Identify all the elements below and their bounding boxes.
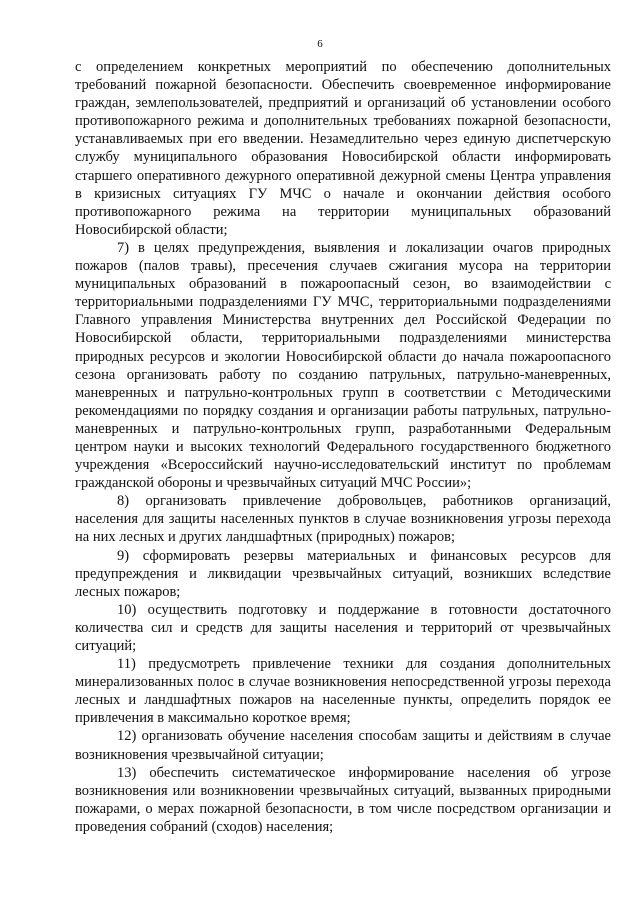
paragraph-continuation: с определением конкретных мероприятий по обеспечению дополнительных требований пожарной безопасности. Обеспечить своевременное информирование граждан, землепользователей, предприятий и организаций об установлении особого противопожарного режима и дополнительных требованиях пожарной безопасности, устанавливаемых при его введении. Незамедлительно через единую диспетчерскую службу муниципального образования Новосибирской области информировать старшего оперативного дежурного оперативной дежурной смены Центра управления в кризисных ситуациях ГУ МЧС о начале и окончании действия особого противопожарного режима на территории муниципальных образований Новосибирской области; (75, 59, 611, 238)
paragraph-item-11: 11) предусмотреть привлечение техники для создания дополнительных минерализованных полос в случае возникновения непосредственной угрозы перехода лесных и ландшафтных пожаров на населенные пункты, определить порядок ее привлечения в максимально короткое время; (75, 656, 611, 727)
paragraph-item-8: 8) организовать привлечение добровольцев, работников организаций, населения для защиты населенных пунктов в случае возникновения угрозы перехода на них лесных и других ландшафтных (природных) пожаров; (75, 493, 611, 546)
page-number: 6 (317, 38, 323, 50)
paragraph-item-10: 10) осуществить подготовку и поддержание в готовности достаточного количества сил и средств для защиты населения и территорий от чрезвычайных ситуаций; (75, 601, 611, 654)
document-body (75, 58, 611, 836)
paragraph-item-9: 9) сформировать резервы материальных и финансовых ресурсов для предупреждения и ликвидации чрезвычайных ситуаций, возникших вследствие лесных пожаров; (75, 547, 611, 600)
paragraph-item-12: 12) организовать обучение населения способам защиты и действиям в случае возникновения чрезвычайной ситуации; (75, 728, 611, 763)
paragraph-item-7: 7) в целях предупреждения, выявления и локализации очагов природных пожаров (палов травы), пресечения случаев сжигания мусора на территории муниципальных образований в пожароопасный сезон, во взаимодействии с территориальными подразделениями ГУ МЧС, территориальными подразделениями Главного управления Министерства внутренних дел Российской Федерации по Новосибирской области, территориальными подразделениями министерства природных ресурсов и экологии Новосибирской области до начала пожароопасного сезона организовать работу по созданию патрульных, патрульно-маневренных, маневренных и патрульно-контрольных групп в соответствии с Методическими рекомендациями по порядку создания и организации работы патрульных, патрульно-маневренных и патрульно-контрольных групп, разработанными Федеральным центром науки и высоких технологий Федерального государственного бюджетного учреждения «Всероссийский научно-исследовательский институт по проблемам гражданской обороны и чрезвычайных ситуаций МЧС России»; (75, 239, 611, 492)
paragraph-item-13: 13) обеспечить систематическое информирование населения об угрозе возникновения или возникновении чрезвычайных ситуаций, вызванных природными пожарами, о мерах пожарной безопасности, в том числе посредством организации и проведения собраний (сходов) населения; (75, 764, 611, 835)
